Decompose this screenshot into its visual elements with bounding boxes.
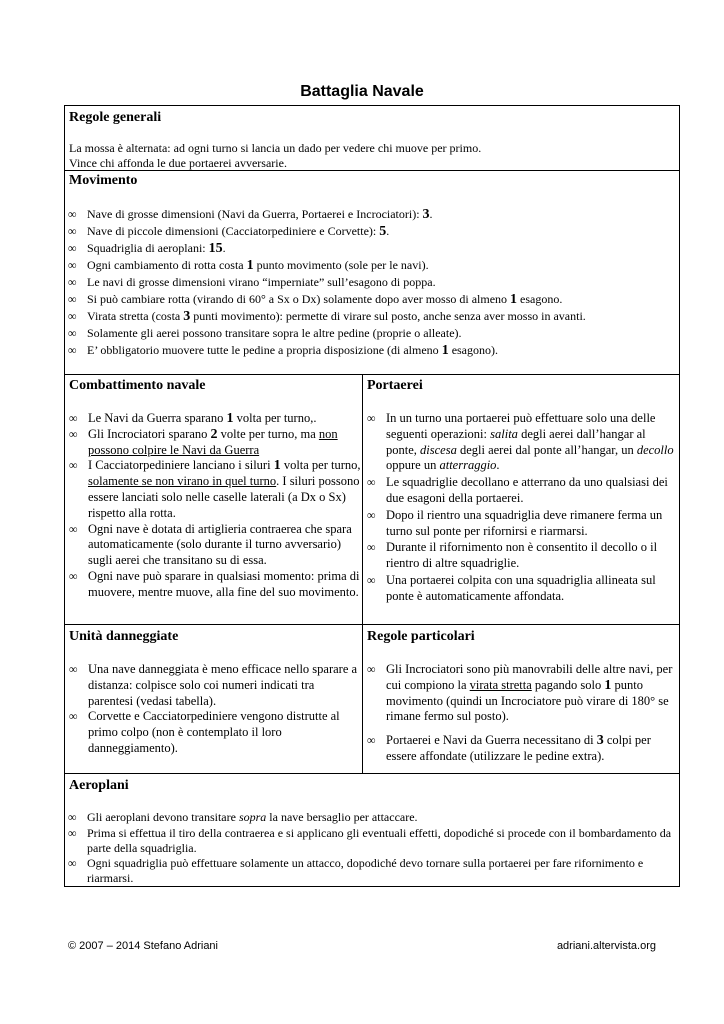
infinity-bullet-icon: ∞ xyxy=(69,521,78,536)
list-item: ∞ Virata stretta (costa 3 punti movimento): permette di virare sul posto, anche senza aver mosso in avanti. xyxy=(68,309,586,324)
combat-heading: Combattimento navale xyxy=(69,378,206,393)
column-divider xyxy=(362,374,363,774)
list-item: ∞ Durante il rifornimento non è consentito il decollo o il rientro di altre squadriglie. xyxy=(367,540,658,571)
divider-after-damaged xyxy=(64,773,680,774)
infinity-bullet-icon: ∞ xyxy=(367,540,376,555)
list-item: ∞ Le squadriglie decollano e atterrano da uno qualsiasi dei due esagoni della portaerei. xyxy=(367,475,668,505)
infinity-bullet-icon: ∞ xyxy=(69,458,78,473)
divider-after-combat xyxy=(64,624,680,625)
list-item: ∞ Nave di grosse dimensioni (Navi da Guerra, Portaerei e Incrociatori): 3. xyxy=(68,207,433,222)
list-item: ∞ Una portaerei colpita con una squadriglia allineata sul ponte è automaticamente affondata. xyxy=(367,572,656,603)
infinity-bullet-icon: ∞ xyxy=(68,241,77,255)
damaged-units-list xyxy=(66,662,361,757)
list-item: ∞ Ogni nave può sparare in qualsiasi momento: prima di muovere, mentre muove, alla fine del suo movimento. xyxy=(69,568,360,599)
list-item: ∞ Squadriglia di aeroplani: 15. xyxy=(68,241,226,256)
general-rules-line-2: Vince chi affonda le due portaerei avversarie. xyxy=(69,156,287,170)
combat-list xyxy=(66,411,361,601)
infinity-bullet-icon: ∞ xyxy=(367,411,376,425)
list-item: ∞ Gli aeroplani devono transitare sopra la nave bersaglio per attaccare. xyxy=(68,810,418,824)
list-item: ∞ Dopo il rientro una squadriglia deve rimanere ferma un turno sul ponte per rifornirsi e riarmarsi. xyxy=(367,507,663,538)
list-item: ∞ E’ obbligatorio muovere tutte le pedine a propria disposizione (di almeno 1 esagono). xyxy=(68,343,499,358)
list-item: ∞ I Cacciatorpediniere lanciano i siluri 1 volta per turno, solamente se non virano in quel turno. I siluri possono essere lanciati solo nelle caselle laterali (a Dx o Sx) rispetto alla rotta. xyxy=(69,458,361,520)
infinity-bullet-icon: ∞ xyxy=(68,810,77,824)
aircraft-carrier-list xyxy=(364,411,677,606)
list-item: ∞ Prima si effettua il tiro della contraerea e si applicano gli eventuali effetti, dopodiché si procede con il bombardamento da parte della squadriglia. xyxy=(68,826,672,855)
list-item: ∞ Si può cambiare rotta (virando di 60° a Sx o Dx) solamente dopo aver mosso di almeno 1 esagono. xyxy=(68,292,563,307)
movement-list xyxy=(65,206,675,359)
aircraft-carrier-heading: Portaerei xyxy=(367,378,423,393)
infinity-bullet-icon: ∞ xyxy=(69,662,78,676)
infinity-bullet-icon: ∞ xyxy=(68,224,77,238)
infinity-bullet-icon: ∞ xyxy=(367,507,376,522)
special-rules-list xyxy=(364,662,677,765)
list-item: ∞ Nave di piccole dimensioni (Cacciatorpediniere e Corvette): 5. xyxy=(68,224,390,239)
movement-heading: Movimento xyxy=(69,173,138,188)
damaged-units-heading: Unità danneggiate xyxy=(69,629,179,644)
list-item: ∞ Ogni cambiamento di rotta costa 1 punto movimento (sole per le navi). xyxy=(68,258,429,273)
infinity-bullet-icon: ∞ xyxy=(68,309,77,323)
infinity-bullet-icon: ∞ xyxy=(68,326,77,340)
list-item: ∞ Portaerei e Navi da Guerra necessitano di 3 colpi per essere affondate (utilizzare le pedine extra). xyxy=(367,733,651,763)
infinity-bullet-icon: ∞ xyxy=(68,826,77,840)
list-item: ∞ Una nave danneggiata è meno efficace nello sparare a distanza: colpisce solo coi numeri indicati tra parentesi (vedasi tabella). xyxy=(69,662,358,708)
infinity-bullet-icon: ∞ xyxy=(367,475,376,490)
general-rules-line-1: La mossa è alternata: ad ogni turno si lancia un dado per vedere chi muove per primo. xyxy=(69,141,482,155)
infinity-bullet-icon: ∞ xyxy=(68,258,77,272)
aircraft-list xyxy=(65,809,675,886)
infinity-bullet-icon: ∞ xyxy=(367,733,376,748)
footer-copyright: © 2007 – 2014 Stefano Adriani xyxy=(68,940,218,952)
aircraft-heading: Aeroplani xyxy=(69,778,129,793)
list-item: ∞ Ogni nave è dotata di artiglieria contraerea che spara automaticamente (solo durante il turno avversario) sugli aerei che transitano su di essa. xyxy=(69,521,352,568)
infinity-bullet-icon: ∞ xyxy=(69,568,78,583)
list-item: ∞ Solamente gli aerei possono transitare sopra le altre pedine (proprie o alleate). xyxy=(68,326,462,340)
divider-after-movement xyxy=(64,374,680,375)
footer-website: adriani.altervista.org xyxy=(556,940,656,952)
infinity-bullet-icon: ∞ xyxy=(367,572,376,587)
infinity-bullet-icon: ∞ xyxy=(68,275,77,289)
list-item: ∞ Ogni squadriglia può effettuare solamente un attacco, dopodiché devo tornare sulla portaerei per fare rifornimento e riarmarsi. xyxy=(68,856,644,885)
list-item: ∞ Gli Incrociatori sono più manovrabili delle altre navi, per cui compiono la virata stretta pagando solo 1 punto movimento (quindi un Incrociatore può virare di 180° se rimane fermo sul posto). xyxy=(367,662,673,724)
infinity-bullet-icon: ∞ xyxy=(68,207,77,221)
infinity-bullet-icon: ∞ xyxy=(367,662,376,676)
infinity-bullet-icon: ∞ xyxy=(68,343,77,357)
general-rules-heading: Regole generali xyxy=(69,110,162,125)
list-item: ∞ Corvette e Cacciatorpediniere vengono distrutte al primo colpo (non è contemplato il loro danneggiamento). xyxy=(69,709,340,755)
infinity-bullet-icon: ∞ xyxy=(69,411,78,425)
infinity-bullet-icon: ∞ xyxy=(68,292,77,306)
list-item: ∞ Le Navi da Guerra sparano 1 volta per turno,. xyxy=(69,411,317,426)
special-rules-heading: Regole particolari xyxy=(367,629,475,644)
infinity-bullet-icon: ∞ xyxy=(69,426,78,441)
infinity-bullet-icon: ∞ xyxy=(69,709,78,724)
document-title: Battaglia Navale xyxy=(300,83,424,100)
list-item: ∞ Gli Incrociatori sparano 2 volte per turno, ma non possono colpire le Navi da Guerra xyxy=(69,426,338,457)
list-item: ∞ Le navi di grosse dimensioni virano “imperniate” sull’esagono di poppa. xyxy=(68,275,436,289)
list-item: ∞ In un turno una portaerei può effettuare solo una delle seguenti operazioni: salita degli aerei dall’hangar al ponte, discesa degli aerei dal ponte all’hangar, un decollo oppure un atterraggio. xyxy=(367,411,674,473)
infinity-bullet-icon: ∞ xyxy=(68,856,77,870)
